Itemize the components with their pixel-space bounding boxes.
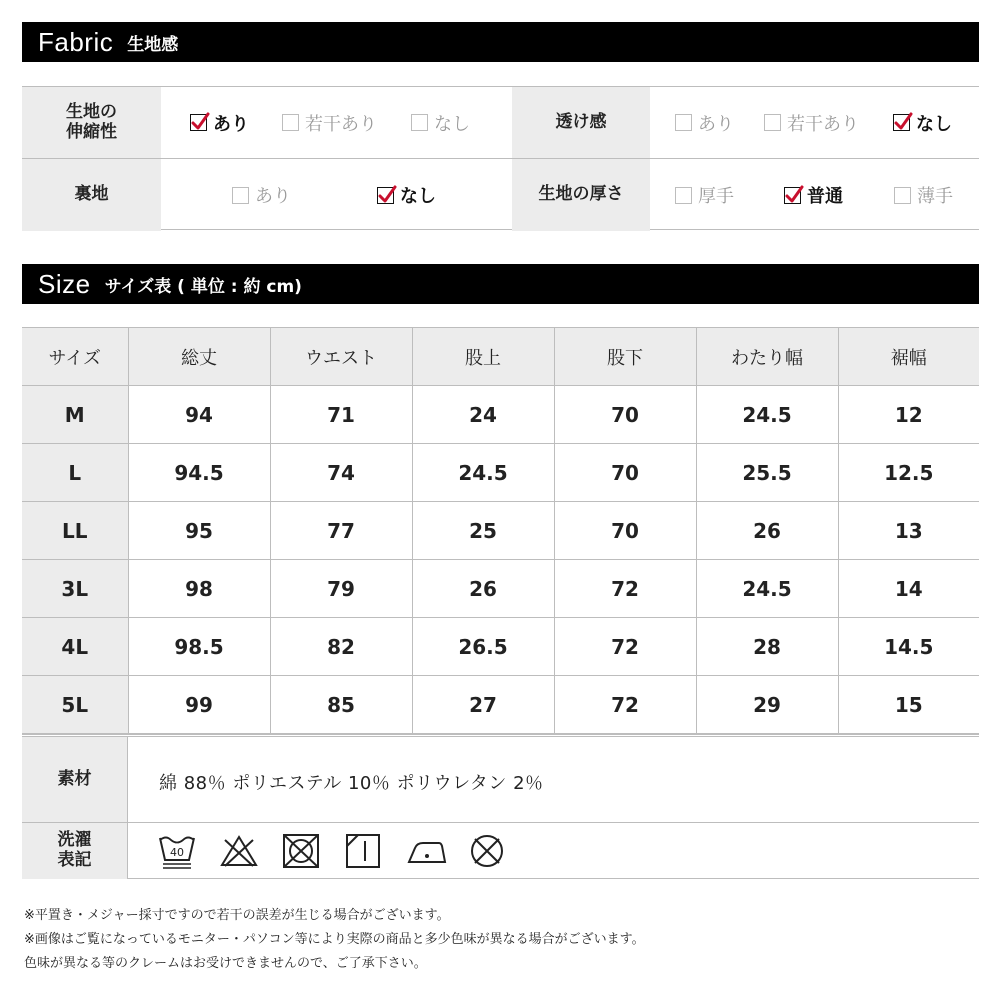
size-table-header-row [22,328,979,386]
size-cell: 70 [554,444,696,502]
checkbox-empty-icon [764,114,781,131]
care-label: 洗濯 表記 [22,823,128,879]
note-line: ※画像はご覧になっているモニター・パソコン等により実際の商品と多少色味が異なる場合がございます。 [24,932,645,947]
no-bleach-icon [219,831,281,871]
line-dry-shade-icon [343,831,405,871]
thickness-label: 生地の厚さ [512,159,650,231]
size-cell: 26 [412,560,554,618]
size-row-header: 5L [22,676,128,734]
lining-option-no[interactable]: なし [377,159,436,231]
size-cell: 72 [554,676,696,734]
size-section-header [22,264,979,304]
checkbox-empty-icon [411,114,428,131]
checkbox-checked-icon [190,114,207,131]
col-header: わたり幅 [696,328,838,386]
size-cell: 15 [838,676,979,734]
size-cell: 98 [128,560,270,618]
stretch-option-slight[interactable]: 若干あり [282,87,377,158]
stretch-option-yes[interactable]: あり [190,87,249,158]
size-table-row [22,386,979,444]
size-cell: 77 [270,502,412,560]
size-cell: 14.5 [838,618,979,676]
size-cell: 29 [696,676,838,734]
size-cell: 70 [554,502,696,560]
sheer-option-yes[interactable]: あり [675,87,734,158]
col-header: 股上 [412,328,554,386]
material-text: 綿 88％ ポリエステル 10％ ポリウレタン 2％ [159,773,544,794]
size-cell: 28 [696,618,838,676]
fabric-section-header [22,22,979,62]
size-cell: 25 [412,502,554,560]
size-cell: 72 [554,560,696,618]
iron-low-icon [405,831,467,871]
wash-40-icon [157,831,219,871]
material-care-table [22,734,979,879]
checkbox-empty-icon [894,187,911,204]
size-table-row [22,676,979,734]
material-label: 素材 [22,737,128,822]
lining-option-yes[interactable]: あり [232,159,291,231]
size-row-header: LL [22,502,128,560]
size-cell: 24.5 [412,444,554,502]
note-line: 色味が異なる等のクレームはお受けできませんので、ご了承下さい。 [24,956,427,971]
size-cell: 70 [554,386,696,444]
size-cell: 12.5 [838,444,979,502]
size-cell: 71 [270,386,412,444]
care-icons [157,831,529,871]
col-header: サイズ [22,328,128,386]
size-row-header: M [22,386,128,444]
material-row [22,737,979,823]
size-cell: 25.5 [696,444,838,502]
size-title-en: Size [38,268,91,299]
size-table-row [22,560,979,618]
size-cell: 85 [270,676,412,734]
size-table-row [22,618,979,676]
sheer-option-slight[interactable]: 若干あり [764,87,859,158]
fabric-title-jp: 生地感 [127,34,179,55]
size-cell: 26.5 [412,618,554,676]
size-cell: 14 [838,560,979,618]
fabric-title-en: Fabric [38,26,114,57]
checkbox-empty-icon [282,114,299,131]
size-row-header: L [22,444,128,502]
col-header: ウエスト [270,328,412,386]
size-cell: 72 [554,618,696,676]
thickness-option-normal[interactable]: 普通 [784,159,843,231]
note-line: ※平置き・メジャー採寸ですので若干の誤差が生じる場合がございます。 [24,908,450,923]
checkbox-empty-icon [675,187,692,204]
no-tumble-dry-icon [281,831,343,871]
stretch-option-no[interactable]: なし [411,87,470,158]
size-cell: 94.5 [128,444,270,502]
size-cell: 24 [412,386,554,444]
checkbox-checked-icon [784,187,801,204]
size-cell: 27 [412,676,554,734]
size-cell: 95 [128,502,270,560]
size-cell: 74 [270,444,412,502]
sheer-option-no[interactable]: なし [893,87,952,158]
size-cell: 99 [128,676,270,734]
svg-text:40: 40 [170,846,184,859]
fabric-table [22,86,979,230]
size-row-header: 4L [22,618,128,676]
size-cell: 12 [838,386,979,444]
checkbox-checked-icon [893,114,910,131]
size-cell: 24.5 [696,386,838,444]
stretch-label [22,87,161,158]
sheer-label: 透け感 [512,87,650,158]
size-cell: 26 [696,502,838,560]
checkbox-empty-icon [232,187,249,204]
checkbox-checked-icon [377,187,394,204]
fabric-row-2 [22,159,979,231]
thickness-option-thick[interactable]: 厚手 [675,159,734,231]
thickness-option-thin[interactable]: 薄手 [894,159,953,231]
fabric-row-1 [22,87,979,159]
col-header: 総丈 [128,328,270,386]
no-dry-clean-icon [467,831,529,871]
size-cell: 82 [270,618,412,676]
lining-label: 裏地 [22,159,161,231]
size-cell: 79 [270,560,412,618]
care-row [22,823,979,879]
stretch-label-line-1: 生地の 伸縮性 [66,101,117,142]
checkbox-empty-icon [675,114,692,131]
size-table-row [22,444,979,502]
col-header: 裾幅 [838,328,979,386]
size-table [22,327,979,734]
size-cell: 94 [128,386,270,444]
notes [24,904,645,976]
size-table-row [22,502,979,560]
size-row-header: 3L [22,560,128,618]
col-header: 股下 [554,328,696,386]
size-cell: 98.5 [128,618,270,676]
size-cell: 13 [838,502,979,560]
size-cell: 24.5 [696,560,838,618]
size-title-jp: サイズ表 ( 単位 : 約 cm) [104,276,302,297]
